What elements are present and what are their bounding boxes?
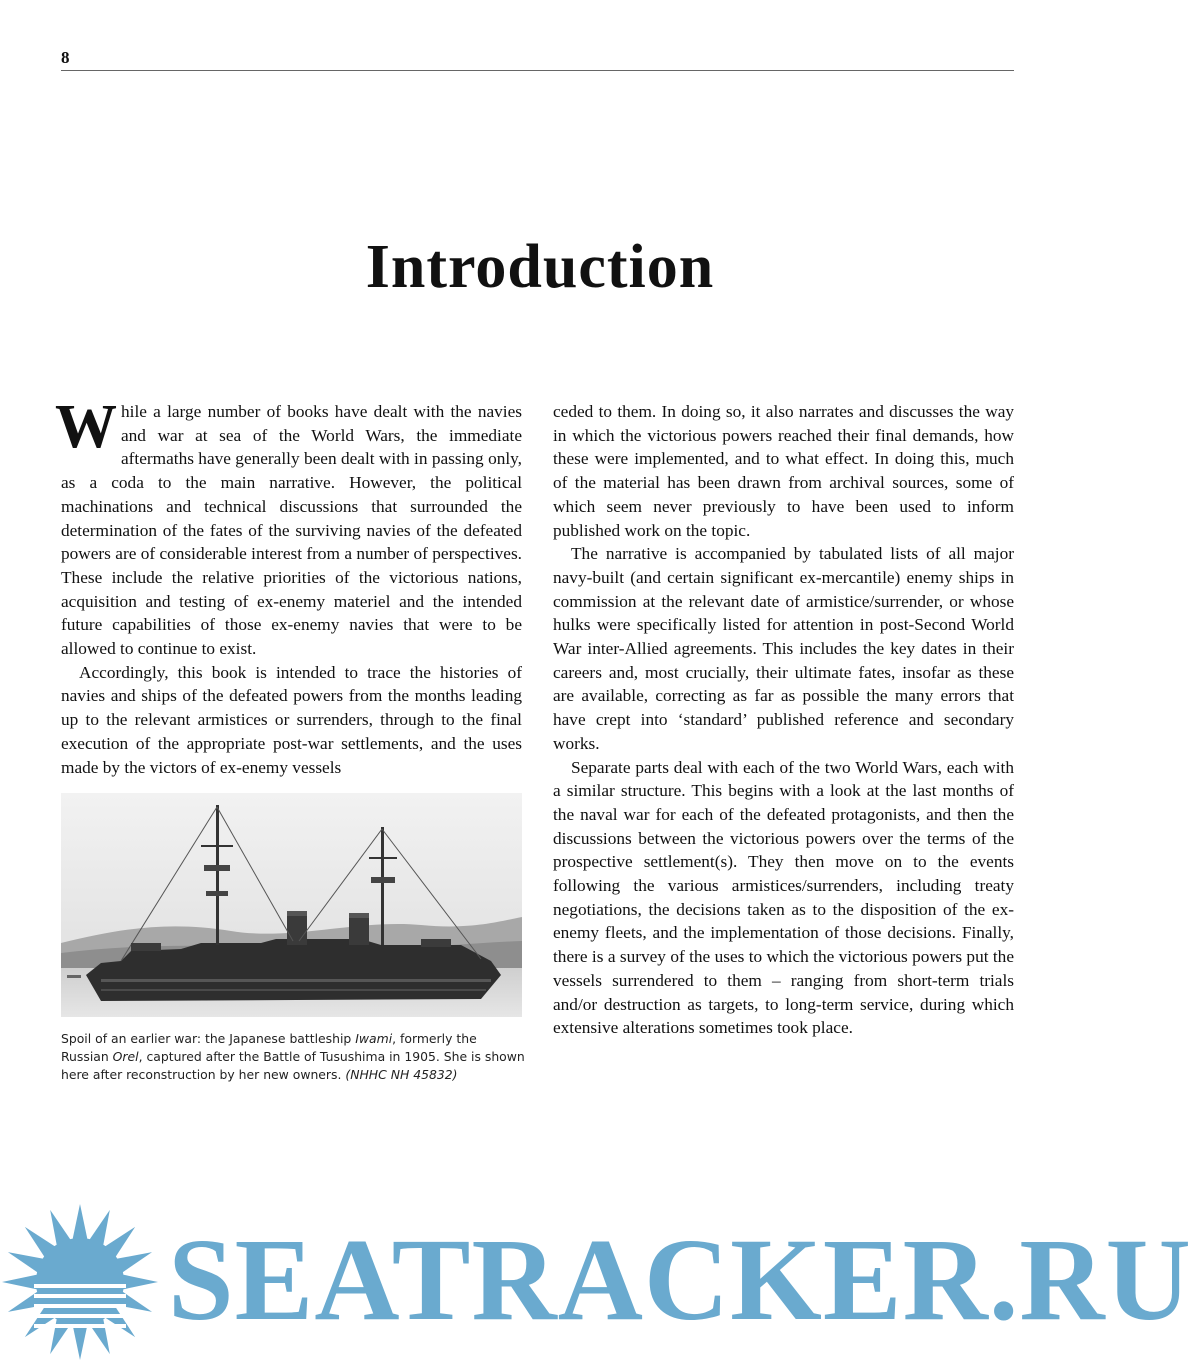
watermark-text: SEATRACKER.RU [168,1214,1192,1345]
right-column [553,400,1014,1040]
caption-text-3: , captured after the Battle of Tusushima in 1905. She is shown here after reconstruction by her new owners. [61,1049,525,1082]
photo-caption [61,1030,527,1084]
body-paragraph: The narrative is accompanied by tabulated lists of all major navy-built (and certain significant ex-mercantile) enemy ships in commission at the relevant date of armistice/surrender, or whose hulks were specifically listed for attention in post-Second World War inter-Allied agreements. This includes the key dates in their careers and, most crucially, their ultimate fates, insofar as these are available, correcting as far as possible the many errors that have crept into ‘standard’ published reference and secondary works. [553,544,1014,753]
body-paragraph: ceded to them. In doing so, it also narrates and discusses the way in which the victorious powers reached their final demands, how these were implemented, and to what effect. In doing this, much of the material has been drawn from archival sources, some of which seem never previously to have been used to inform published work on the topic. [553,402,1014,540]
opening-paragraph-text: hile a large number of books have dealt with the navies and war at sea of the World Wars, the immediate aftermaths have generally been dealt with in passing only, as a coda to the main narrative. However, the political machinations and technical discussions that surrounded the determination of the fates of the surviving navies of the defeated powers are of considerable interest from a number of perspectives. These include the relative priorities of the victorious nations, acquisition and testing of ex-enemy materiel and the intended future capabilities of those ex-enemy navies that were to be allowed to continue to exist. [61,402,522,659]
caption-ship-name: Orel [112,1049,139,1064]
caption-credit: (NHHC NH 45832) [345,1067,458,1082]
body-paragraph: Accordingly, this book is intended to trace the histories of navies and ships of the defeated powers from the months leading up to the relevant armistices or surrenders, through to the final execution of the appropriate post-war settlements, and the uses made by the victors of ex-enemy vessels [61,662,522,777]
page-number: 8 [61,48,70,67]
chapter-title: Introduction [365,233,715,301]
opening-paragraph [55,393,522,661]
left-column [55,393,522,779]
header-rule [61,70,1014,71]
body-paragraph: Separate parts deal with each of the two World Wars, each with a similar structure. This begins with a look at the last months of the naval war for each of the defeated protagonists, and then the discussions between the victorious powers over the terms of the prospective settlement(s). They then move on to the events following the various armistices/surrenders, including treaty negotiations, the decisions taken as to the disposition of the ex-enemy fleets, and the implementation of those decisions. Finally, there is a survey of the uses to which the victorious powers put the vessels surrendered to them – ranging from short-term trials and/or destruction as targets, to long-term service, during which extensive alterations sometimes took place. [553,757,1014,1038]
caption-text-2: , formerly the Russian [61,1031,477,1064]
battleship-photo [61,793,522,1017]
drop-cap: W [55,393,117,461]
caption-text-1: Spoil of an earlier war: the Japanese battleship [61,1031,356,1046]
caption-ship-name: Iwami [355,1031,393,1046]
